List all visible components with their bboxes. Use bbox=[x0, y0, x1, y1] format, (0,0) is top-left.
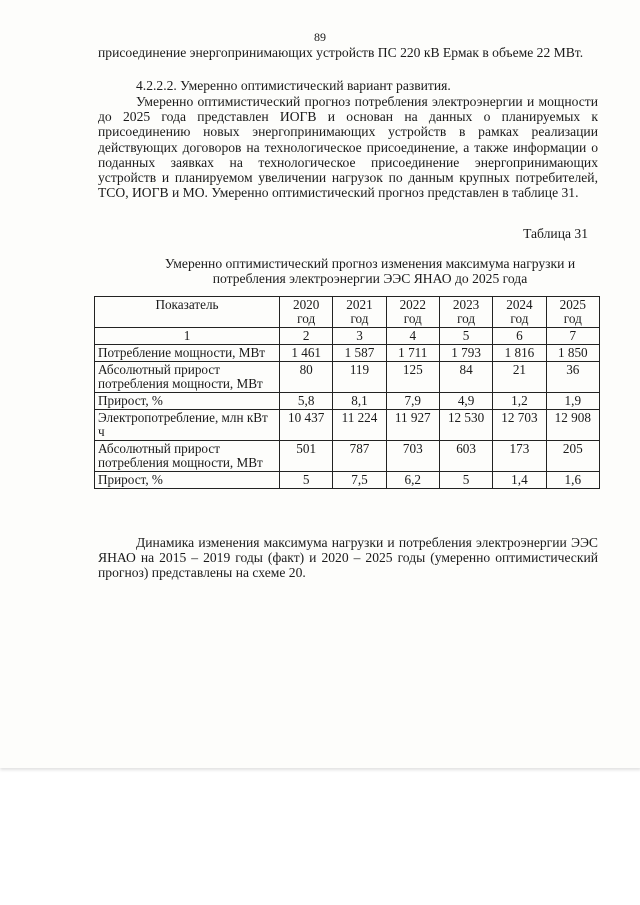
row-label-cell: Прирост, % bbox=[95, 472, 280, 489]
value-cell: 703 bbox=[386, 441, 439, 472]
value-cell: 1 711 bbox=[386, 345, 439, 362]
value-cell: 10 437 bbox=[280, 410, 333, 441]
column-header-year: 2023 год bbox=[439, 297, 492, 328]
column-header-indicator: Показатель bbox=[95, 297, 280, 328]
column-header-year: 2022 год bbox=[386, 297, 439, 328]
paragraph-forecast bbox=[98, 94, 598, 200]
table-row bbox=[95, 362, 600, 393]
paragraph-dynamics bbox=[98, 535, 598, 581]
value-cell: 8,1 bbox=[333, 393, 386, 410]
value-cell: 6,2 bbox=[386, 472, 439, 489]
value-cell: 1,6 bbox=[546, 472, 599, 489]
table-row bbox=[95, 441, 600, 472]
paragraph-text: присоединение энергопринимающих устройств ПС 220 кВ Ермак в объеме 22 МВт. bbox=[98, 45, 584, 60]
value-cell: 84 bbox=[439, 362, 492, 393]
value-cell: 21 bbox=[493, 362, 546, 393]
column-header-year: 2021 год bbox=[333, 297, 386, 328]
value-cell: 1 793 bbox=[439, 345, 492, 362]
section-heading-text: 4.2.2.2. Умеренно оптимистический вариант развития. bbox=[136, 78, 451, 93]
value-cell: 12 530 bbox=[439, 410, 492, 441]
value-cell: 5 bbox=[439, 472, 492, 489]
row-label-cell: Прирост, % bbox=[95, 393, 280, 410]
paragraph-text: Умеренно оптимистический прогноз потребления электроэнергии и мощности до 2025 года представлен ИОГВ и основан на данных о планируемых к присоединению новых энергопринимающих устройств в рамках реализации действующих договоров на технологическое присоединение, а также информации о поданных заявках на технологическое присоединение энергопринимающих устройств и планируемом увеличении нагрузок по данным крупных потребителей, ТСО, ИОГВ и МО. Умеренно оптимистический прогноз представлен в таблице 31. bbox=[98, 94, 598, 201]
section-heading bbox=[98, 78, 598, 93]
row-label-cell: Потребление мощности, МВт bbox=[95, 345, 280, 362]
index-cell: 5 bbox=[439, 328, 492, 345]
page-number: 89 bbox=[314, 30, 326, 44]
index-cell: 6 bbox=[493, 328, 546, 345]
row-label-cell: Абсолютный прирост потребления мощности, МВт bbox=[95, 441, 280, 472]
table-row bbox=[95, 472, 600, 489]
value-cell: 7,9 bbox=[386, 393, 439, 410]
value-cell: 11 224 bbox=[333, 410, 386, 441]
row-label-cell: Абсолютный прирост потребления мощности, МВт bbox=[95, 362, 280, 393]
index-cell: 1 bbox=[95, 328, 280, 345]
paragraph-continuation bbox=[98, 45, 598, 60]
value-cell: 4,9 bbox=[439, 393, 492, 410]
value-cell: 787 bbox=[333, 441, 386, 472]
value-cell: 36 bbox=[546, 362, 599, 393]
index-cell: 4 bbox=[386, 328, 439, 345]
value-cell: 5,8 bbox=[280, 393, 333, 410]
row-label-cell: Электропотребление, млн кВт ч bbox=[95, 410, 280, 441]
value-cell: 1 587 bbox=[333, 345, 386, 362]
value-cell: 603 bbox=[439, 441, 492, 472]
value-cell: 1 461 bbox=[280, 345, 333, 362]
value-cell: 11 927 bbox=[386, 410, 439, 441]
value-cell: 5 bbox=[280, 472, 333, 489]
value-cell: 205 bbox=[546, 441, 599, 472]
table-row bbox=[95, 393, 600, 410]
column-header-year: 2025 год bbox=[546, 297, 599, 328]
value-cell: 12 908 bbox=[546, 410, 599, 441]
value-cell: 80 bbox=[280, 362, 333, 393]
value-cell: 1,9 bbox=[546, 393, 599, 410]
table-header-row bbox=[95, 297, 600, 328]
value-cell: 12 703 bbox=[493, 410, 546, 441]
value-cell: 125 bbox=[386, 362, 439, 393]
value-cell: 119 bbox=[333, 362, 386, 393]
column-header-year: 2024 год bbox=[493, 297, 546, 328]
value-cell: 501 bbox=[280, 441, 333, 472]
table-caption: Умеренно оптимистический прогноз изменения максимума нагрузки и потребления электроэнергии ЭЭС ЯНАО до 2025 года bbox=[164, 256, 576, 286]
table-index-row bbox=[95, 328, 600, 345]
value-cell: 1 850 bbox=[546, 345, 599, 362]
table-row bbox=[95, 345, 600, 362]
index-cell: 2 bbox=[280, 328, 333, 345]
index-cell: 7 bbox=[546, 328, 599, 345]
column-header-year: 2020 год bbox=[280, 297, 333, 328]
value-cell: 1 816 bbox=[493, 345, 546, 362]
table-row bbox=[95, 410, 600, 441]
table-label: Таблица 31 bbox=[523, 226, 588, 241]
value-cell: 173 bbox=[493, 441, 546, 472]
value-cell: 7,5 bbox=[333, 472, 386, 489]
value-cell: 1,4 bbox=[493, 472, 546, 489]
paragraph-text: Динамика изменения максимума нагрузки и потребления электроэнергии ЭЭС ЯНАО на 2015 – 2019 годы (факт) и 2020 – 2025 годы (умеренно оптимистический прогноз) представлены на схеме 20. bbox=[98, 535, 598, 581]
forecast-table bbox=[94, 296, 600, 489]
value-cell: 1,2 bbox=[493, 393, 546, 410]
table-body bbox=[95, 328, 600, 489]
index-cell: 3 bbox=[333, 328, 386, 345]
